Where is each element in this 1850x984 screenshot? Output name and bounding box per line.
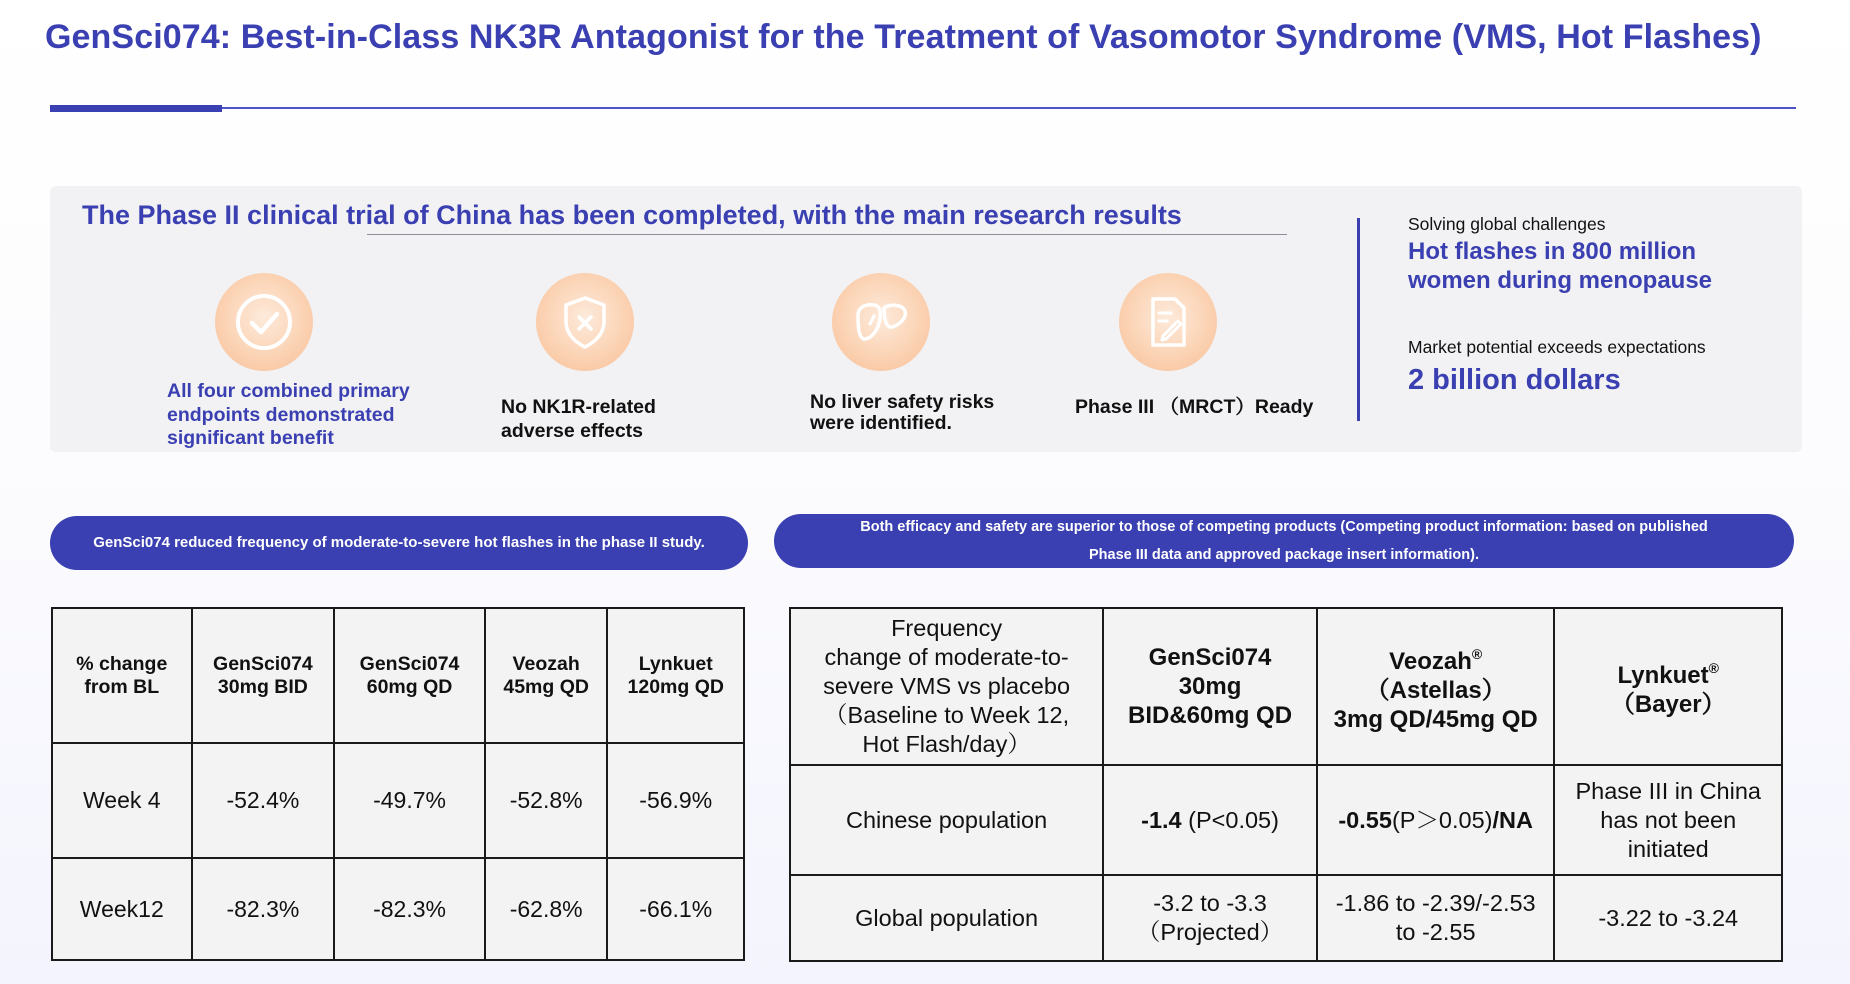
table1-header-cell — [607, 608, 744, 743]
header-line: 60mg QD — [366, 675, 453, 698]
feature-2-line-2: adverse effects — [501, 419, 644, 442]
feature-3-text — [810, 392, 994, 434]
header-line: GenSci074 — [1148, 644, 1272, 671]
table-cell: -49.7% — [334, 743, 485, 858]
table-cell: -82.3% — [192, 858, 335, 960]
table2-header-cell — [1103, 608, 1317, 765]
feature-3-line-1: No liver safety risks — [810, 391, 995, 413]
table-cell: Global population — [790, 875, 1103, 961]
side-value-hot-flashes — [1408, 237, 1712, 295]
header-line: （Baseline to Week 12, — [824, 702, 1070, 728]
table-cell: Week12 — [52, 858, 192, 960]
feature-1-line-3: significant benefit — [167, 427, 334, 449]
table-row — [790, 765, 1782, 875]
header-line: % change — [76, 652, 168, 675]
header-line: 30mg — [1178, 673, 1242, 700]
liver-icon — [832, 273, 930, 371]
pill-competitor-line-1: Both efficacy and safety are superior to those of competing products (Competing product information: based on published — [860, 519, 1708, 535]
table-cell: -62.8% — [485, 858, 608, 960]
product-name: Veozah — [1389, 647, 1472, 675]
table-cell — [1554, 765, 1782, 875]
table-cell: Chinese population — [790, 765, 1103, 875]
table1-header-cell — [334, 608, 485, 743]
heading-underline — [367, 234, 1287, 235]
table2-header-cell — [1317, 608, 1555, 765]
cell-line: to -2.55 — [1395, 919, 1476, 945]
value-note: (P<0.05) — [1181, 806, 1279, 833]
value-bold: /NA — [1492, 806, 1533, 833]
table1-header-cell — [485, 608, 608, 743]
table-row — [52, 858, 744, 960]
table-cell — [1317, 765, 1555, 875]
table1-header-cell — [52, 608, 192, 743]
header-line: Lynkuet — [638, 652, 713, 675]
header-line: 30mg BID — [217, 675, 308, 698]
table2-header-row — [790, 608, 1782, 765]
cell-line: initiated — [1627, 835, 1709, 862]
side-value-market: 2 billion dollars — [1408, 364, 1621, 396]
table2-header-cell — [1554, 608, 1782, 765]
header-line: Frequency — [891, 615, 1003, 641]
cell-line: has not been — [1600, 806, 1737, 833]
header-line: Hot Flash/day） — [862, 731, 1031, 757]
title-divider-accent — [50, 105, 222, 112]
side-value-hot-flashes-line-1: Hot flashes in 800 million — [1408, 238, 1697, 265]
header-line: 120mg QD — [627, 675, 724, 698]
table-cell: -56.9% — [607, 743, 744, 858]
header-line — [1555, 654, 1781, 690]
pill-phase2-summary: GenSci074 reduced frequency of moderate-to-severe hot flashes in the phase II study. — [50, 516, 748, 570]
header-line: 3mg QD/45mg QD — [1333, 705, 1538, 733]
table-row — [790, 875, 1782, 961]
side-label-challenges: Solving global challenges — [1408, 214, 1606, 234]
header-line: from BL — [84, 675, 160, 698]
registered-mark: ® — [1708, 660, 1719, 676]
panel-heading: The Phase II clinical trial of China has been completed, with the main research results — [82, 200, 1182, 230]
cell-line: Phase III in China — [1575, 777, 1761, 804]
table1-header-row — [52, 608, 744, 743]
side-value-hot-flashes-line-2: women during menopause — [1408, 267, 1713, 294]
feature-3-line-2: were identified. — [810, 412, 952, 434]
feature-1-line-2: endpoints demonstrated — [167, 403, 395, 426]
title-divider — [50, 107, 1796, 109]
table2-header-cell — [790, 608, 1103, 765]
table-cell — [1103, 875, 1317, 961]
product-name: Lynkuet — [1617, 662, 1709, 689]
feature-2-line-1: No NK1R-related — [501, 396, 656, 418]
value-note: (P＞0.05) — [1391, 806, 1493, 833]
shield-x-icon — [536, 273, 634, 371]
feature-1-line-1: All four combined primary — [167, 380, 410, 402]
document-edit-icon — [1119, 273, 1217, 371]
table-cell: Week 4 — [52, 743, 192, 858]
header-line: severe VMS vs placebo — [823, 673, 1071, 699]
header-line: Veozah — [512, 652, 580, 675]
header-line: GenSci074 — [213, 652, 313, 675]
table-cell: -66.1% — [607, 858, 744, 960]
value-bold: -1.4 — [1141, 806, 1182, 833]
side-label-market: Market potential exceeds expectations — [1408, 337, 1706, 357]
table1-header-cell — [192, 608, 335, 743]
table-cell — [1317, 875, 1555, 961]
header-line — [1318, 640, 1554, 676]
cell-line: -3.2 to -3.3 — [1153, 890, 1267, 916]
slide-title: GenSci074: Best-in-Class NK3R Antagonist for the Treatment of Vasomotor Syndrome (VMS, Hot Flashes) — [45, 18, 1762, 56]
pill-competitor-line-2: Phase III data and approved package insert information). — [1088, 547, 1479, 563]
value-bold: -0.55 — [1338, 806, 1392, 833]
check-circle-icon — [215, 273, 313, 371]
header-line: GenSci074 — [359, 652, 460, 675]
table-cell — [1103, 765, 1317, 875]
header-line: BID&60mg QD — [1128, 702, 1293, 729]
table-row — [52, 743, 744, 858]
cell-line: -1.86 to -2.39/-2.53 — [1335, 890, 1536, 916]
table-cell: -3.22 to -3.24 — [1554, 875, 1782, 961]
table-phase2-results — [51, 607, 745, 961]
table-competitor-comparison — [789, 607, 1783, 962]
header-line: （Bayer） — [1610, 691, 1726, 718]
side-divider — [1357, 218, 1360, 421]
header-line: 45mg QD — [503, 675, 589, 698]
pill-competitor-summary — [774, 514, 1794, 568]
table-cell: -82.3% — [334, 858, 485, 960]
table-cell: -52.4% — [192, 743, 335, 858]
header-line: （Astellas） — [1365, 676, 1506, 704]
table-cell: -52.8% — [485, 743, 608, 858]
cell-line: （Projected） — [1136, 919, 1284, 945]
feature-4-text: Phase III （MRCT）Ready — [1075, 396, 1314, 418]
feature-2-text — [501, 396, 656, 443]
header-line: change of moderate-to- — [824, 644, 1069, 670]
registered-mark: ® — [1471, 645, 1483, 662]
feature-1-text — [167, 380, 410, 451]
